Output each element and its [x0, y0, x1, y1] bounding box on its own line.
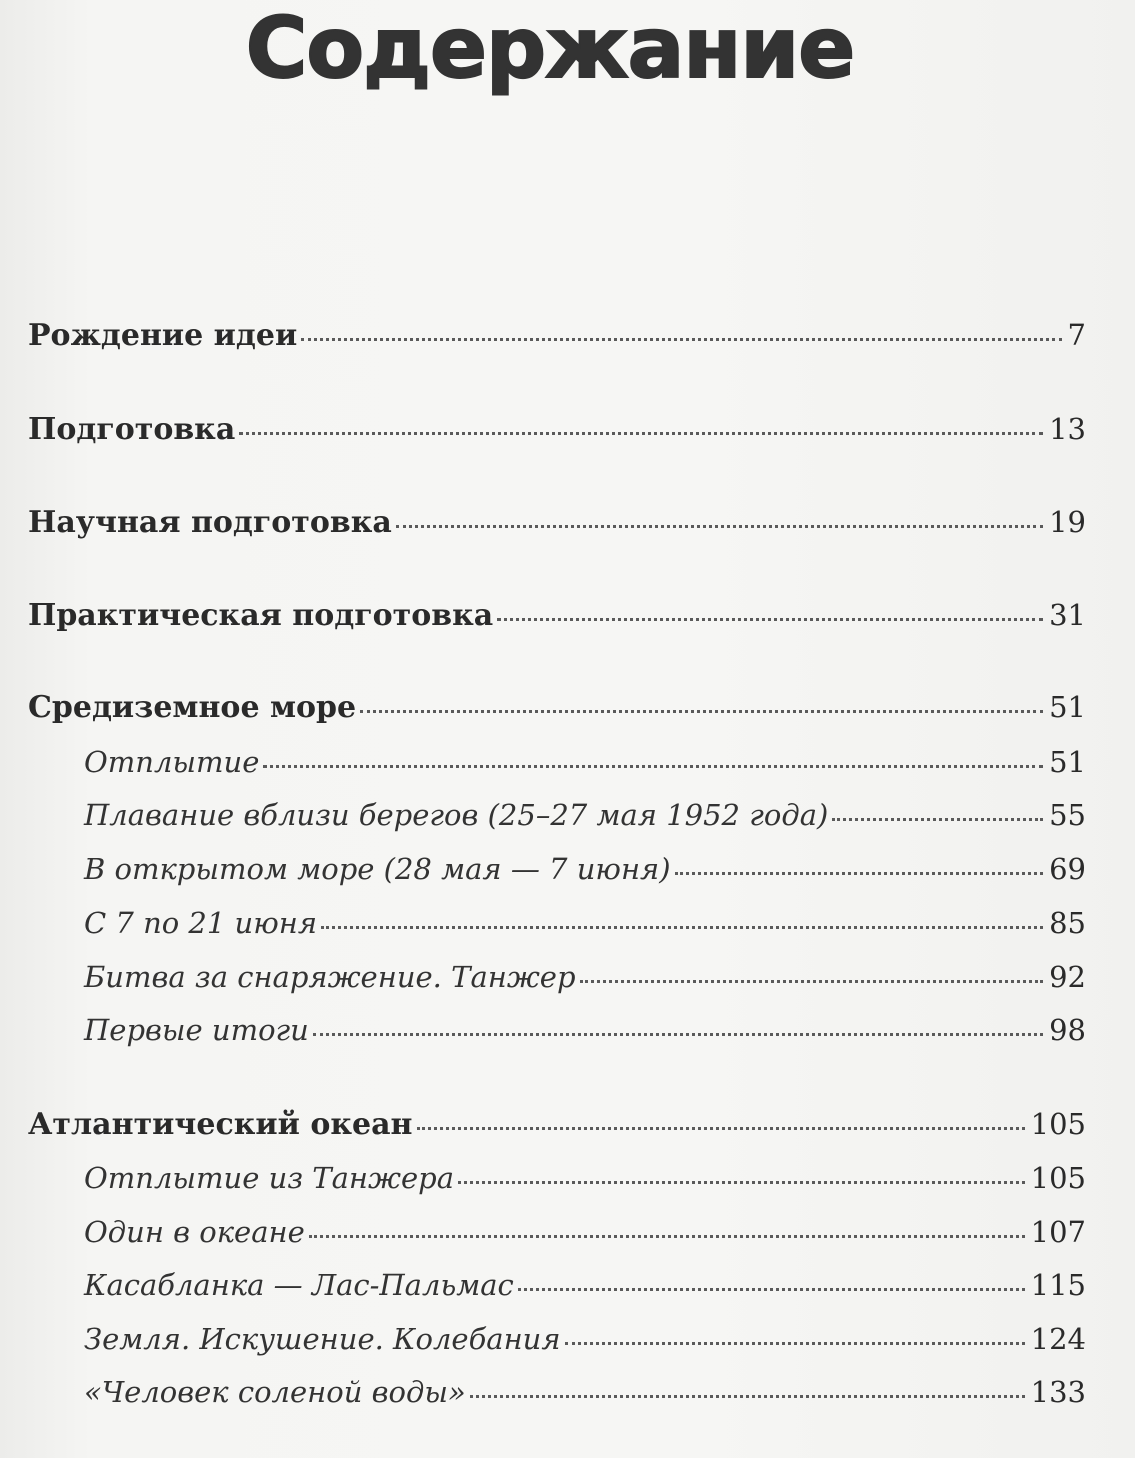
- toc-entry-label: С 7 по 21 июня: [84, 906, 318, 940]
- toc-entry-page: 51: [1049, 745, 1086, 779]
- toc-entry-label: Практическая подготовка: [28, 598, 494, 633]
- dot-leader: [832, 818, 1043, 821]
- toc-entry-page: 85: [1049, 906, 1086, 940]
- dot-leader: [263, 765, 1043, 768]
- dot-leader: [360, 710, 1043, 713]
- toc-entry-page: 13: [1049, 412, 1086, 446]
- toc-entry-page: 98: [1049, 1013, 1086, 1047]
- toc-entry-label: Земля. Искушение. Колебания: [84, 1322, 561, 1356]
- toc-entry-page: 124: [1030, 1322, 1086, 1356]
- toc-subentry: [84, 1322, 1086, 1374]
- toc-entry-page: 107: [1030, 1215, 1086, 1249]
- toc-entry: [28, 505, 1086, 557]
- toc-entry-page: 51: [1049, 690, 1086, 724]
- toc-entry: [28, 598, 1086, 650]
- dot-leader: [301, 338, 1061, 341]
- toc-entry-label: Первые итоги: [84, 1013, 309, 1047]
- toc-entry-label: «Человек соленой воды»: [84, 1375, 466, 1409]
- page-title: Содержание: [245, 0, 855, 97]
- toc-entry-page: 31: [1049, 598, 1086, 632]
- dot-leader: [309, 1235, 1025, 1238]
- toc-entry-label: Один в океане: [84, 1215, 305, 1249]
- dot-leader: [396, 525, 1043, 528]
- dot-leader: [239, 432, 1043, 435]
- toc-entry-label: Научная подготовка: [28, 505, 392, 540]
- toc-entry-label: В открытом море (28 мая — 7 июня): [84, 852, 671, 886]
- toc-subentry: [84, 1215, 1086, 1267]
- toc-subentry: [84, 798, 1086, 850]
- toc-entry-page: 133: [1030, 1375, 1086, 1409]
- dot-leader: [518, 1288, 1025, 1291]
- toc-entry: [28, 690, 1086, 742]
- toc-subentry: [84, 1268, 1086, 1320]
- toc-entry-page: 115: [1030, 1268, 1086, 1302]
- toc-entry-page: 69: [1049, 852, 1086, 886]
- toc-entry-page: 19: [1049, 505, 1086, 539]
- toc-entry-label: Отплытие из Танжера: [84, 1161, 455, 1195]
- toc-entry-label: Средиземное море: [28, 690, 357, 725]
- dot-leader: [675, 872, 1044, 875]
- toc-entry-label: Плавание вблизи берегов (25–27 мая 1952 года): [84, 798, 829, 832]
- dot-leader: [565, 1342, 1025, 1345]
- toc-entry-label: Подготовка: [28, 412, 236, 447]
- toc-subentry: [84, 852, 1086, 904]
- toc-subentry: [84, 1161, 1086, 1213]
- dot-leader: [458, 1181, 1025, 1184]
- toc-entry: [28, 412, 1086, 464]
- toc-entry-page: 7: [1067, 318, 1086, 352]
- toc-subentry: [84, 906, 1086, 958]
- toc-entry-label: Рождение идеи: [28, 318, 298, 353]
- toc-entry-page: 55: [1049, 798, 1086, 832]
- toc-entry-label: Отплытие: [84, 745, 260, 779]
- dot-leader: [417, 1127, 1025, 1130]
- toc-entry-page: 105: [1030, 1107, 1086, 1141]
- toc-subentry: [84, 745, 1086, 797]
- toc-subentry: [84, 960, 1086, 1012]
- dot-leader: [497, 618, 1043, 621]
- toc-subentry: [84, 1375, 1086, 1427]
- dot-leader: [580, 980, 1044, 983]
- toc-entry-label: Битва за снаряжение. Танжер: [84, 960, 576, 994]
- toc-entry-page: 92: [1049, 960, 1086, 994]
- dot-leader: [321, 926, 1043, 929]
- toc-subentry: [84, 1013, 1086, 1065]
- dot-leader: [313, 1033, 1043, 1036]
- toc-entry-label: Касабланка — Лас-Пальмас: [84, 1268, 514, 1302]
- toc-entry: [28, 1107, 1086, 1159]
- toc-entry-label: Атлантический океан: [28, 1107, 413, 1142]
- toc-entry-page: 105: [1030, 1161, 1086, 1195]
- dot-leader: [470, 1395, 1025, 1398]
- toc-entry: [28, 318, 1086, 370]
